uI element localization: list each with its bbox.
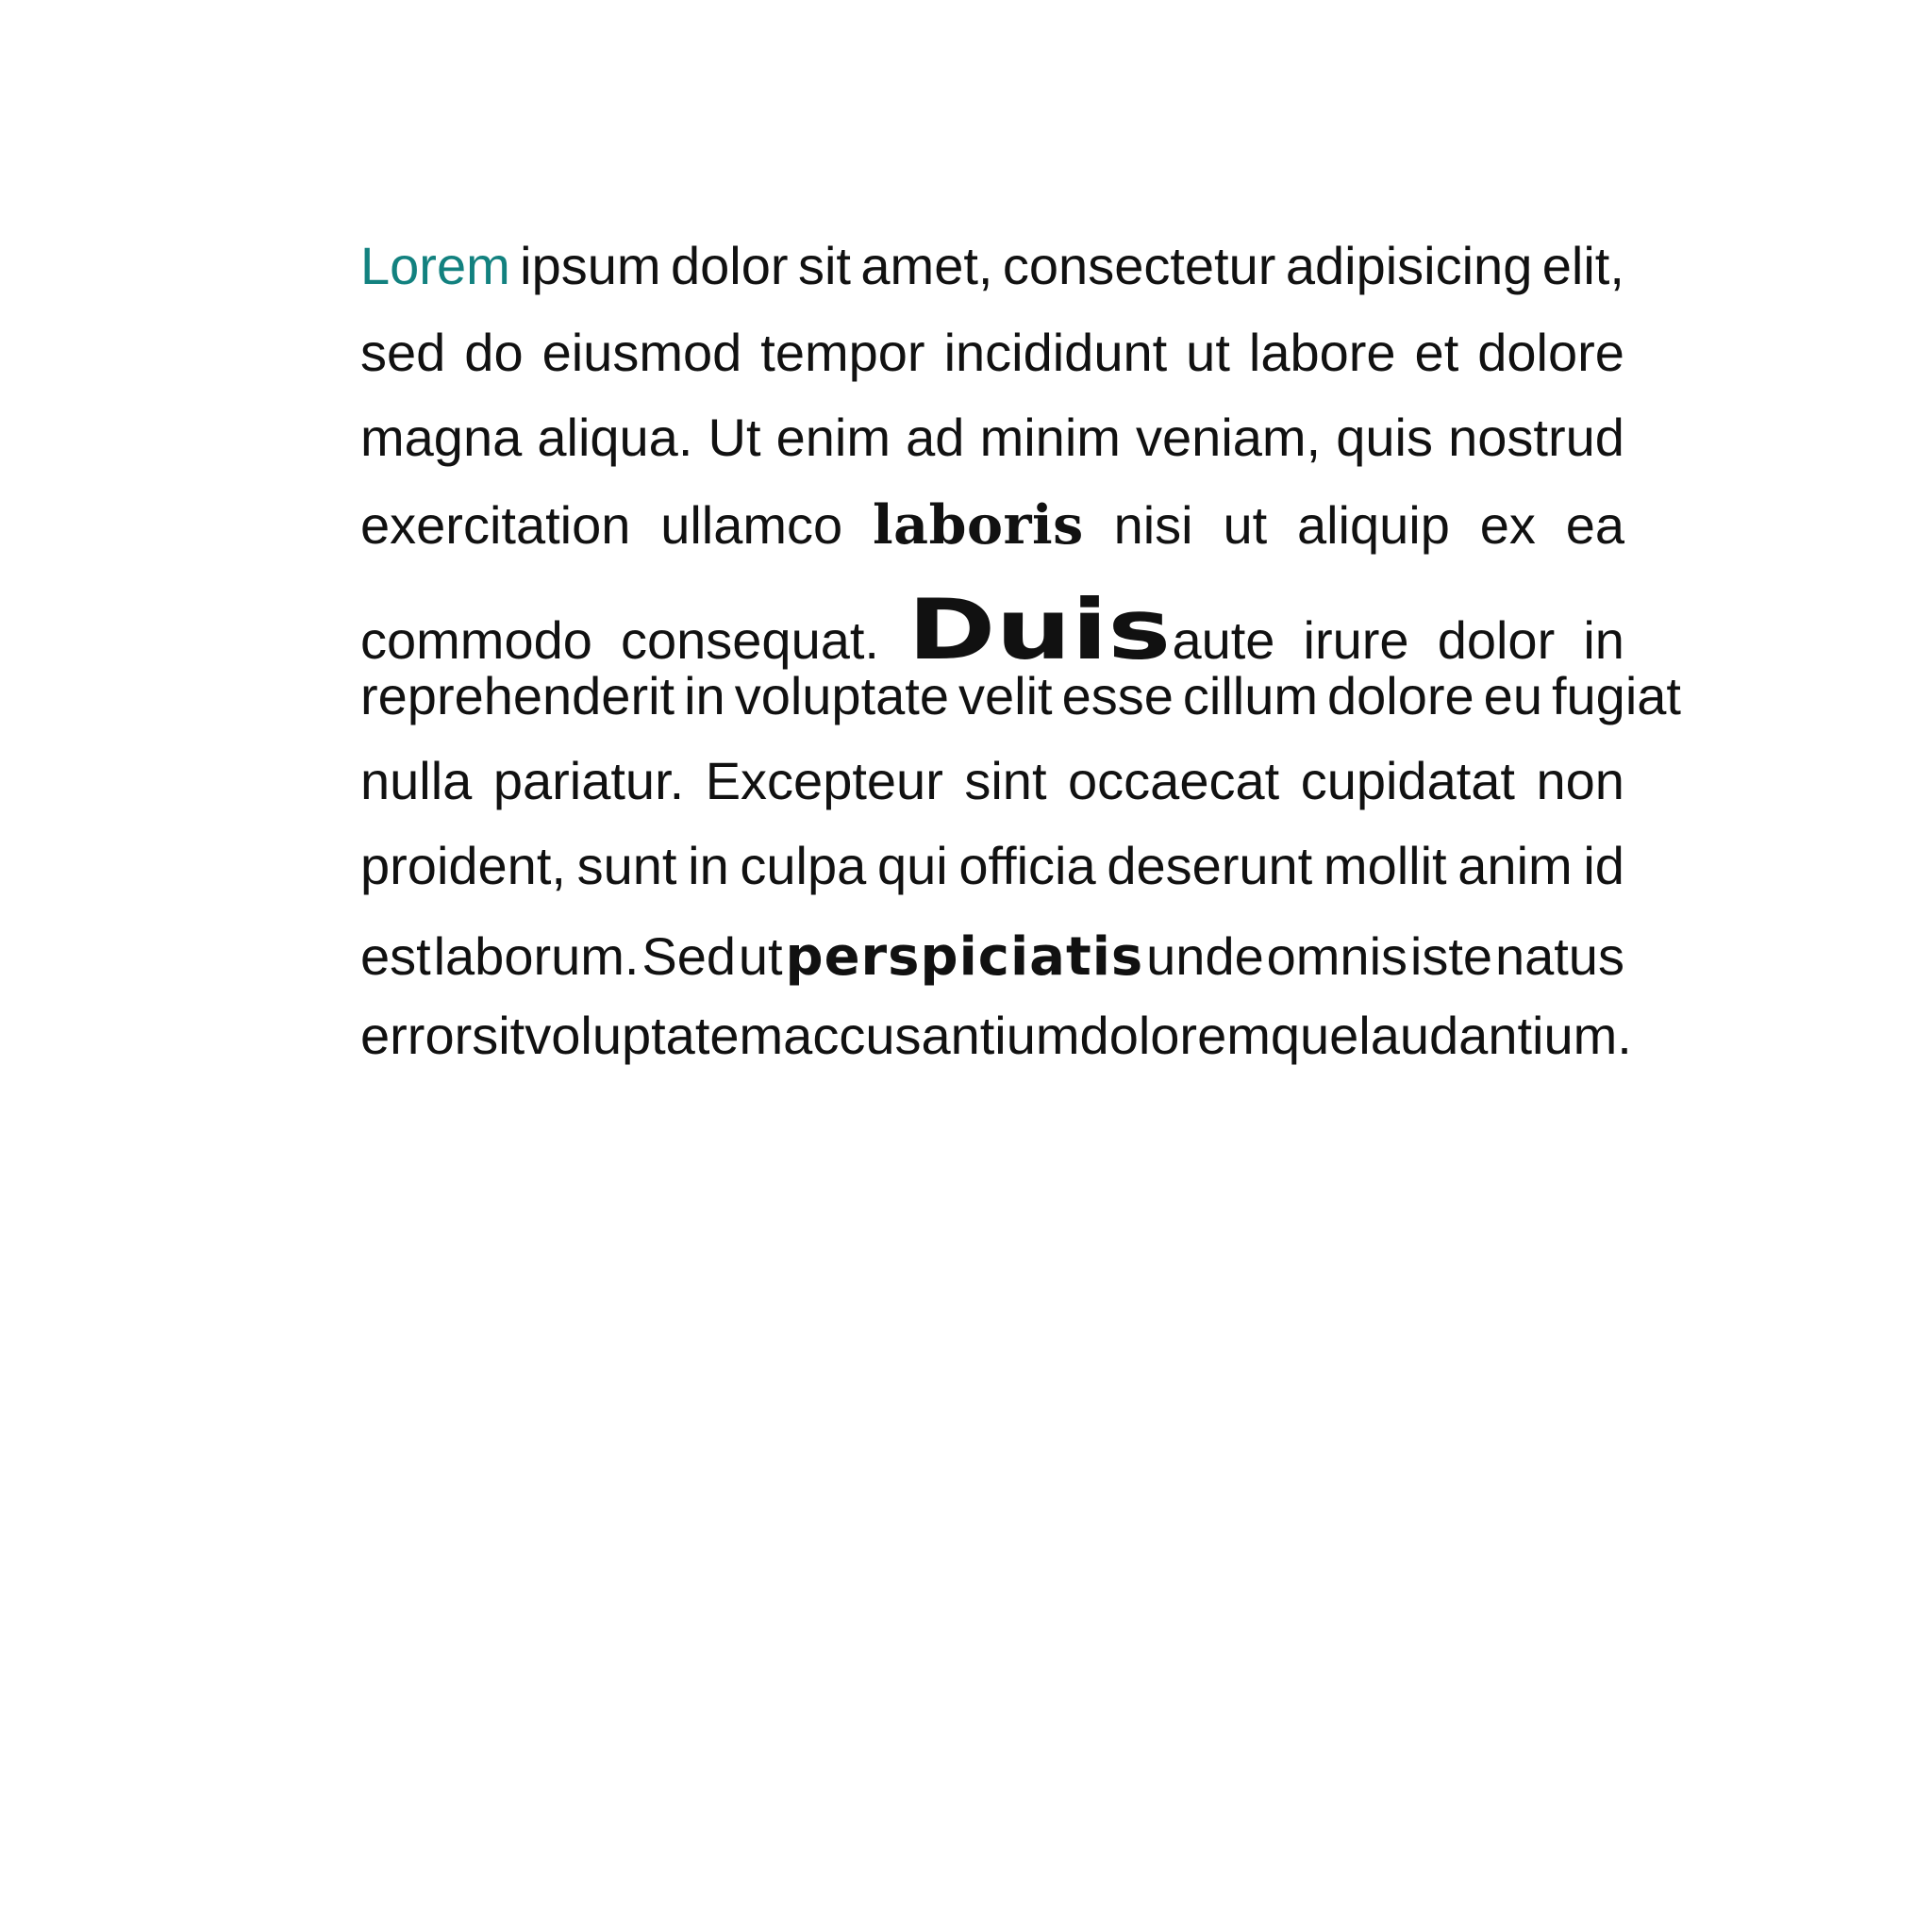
word: natus <box>1494 926 1624 986</box>
text-line <box>360 323 1624 408</box>
word: aliqua. <box>537 408 693 467</box>
word: sit <box>797 236 851 295</box>
word: enim <box>775 408 891 467</box>
text-line <box>360 581 1624 678</box>
emphasized-word: Lorem <box>360 236 510 295</box>
word: in <box>688 836 729 895</box>
word: incididunt <box>943 323 1168 382</box>
word: id <box>1583 836 1624 895</box>
word: officia <box>958 836 1096 895</box>
text-line <box>360 751 1624 836</box>
word: Sed <box>641 926 736 986</box>
word: eiusmod <box>541 323 742 382</box>
word: veniam, <box>1136 408 1322 467</box>
word: tempor <box>760 323 925 382</box>
word: elit, <box>1541 236 1624 295</box>
word: ad <box>906 408 965 467</box>
word: dolor <box>1437 610 1556 670</box>
word: cupidatat <box>1300 751 1515 810</box>
text-line <box>360 836 1624 921</box>
word: aliquip <box>1296 495 1450 555</box>
word: fugiat <box>1551 666 1681 725</box>
word: qui <box>876 836 948 895</box>
word: adipisicing <box>1285 236 1533 295</box>
word: nostrud <box>1448 408 1624 467</box>
text-line <box>360 493 1624 579</box>
word: irure <box>1303 610 1409 670</box>
word: ut <box>738 926 783 986</box>
word: omnis <box>1266 926 1408 986</box>
word: doloremque <box>1079 1006 1359 1065</box>
word: dolore <box>1327 666 1474 725</box>
word: magna <box>360 408 523 467</box>
emphasized-word: laboris <box>873 493 1084 557</box>
word: amet, <box>860 236 993 295</box>
word: nulla <box>360 751 473 810</box>
word: pariatur. <box>492 751 685 810</box>
text-line <box>360 1006 1632 1091</box>
word: dolor <box>671 236 789 295</box>
word: commodo <box>360 610 592 670</box>
word: est <box>360 926 431 986</box>
word: minim <box>979 408 1121 467</box>
word: non <box>1536 751 1624 810</box>
emphasized-word: Duis <box>908 581 1172 678</box>
text-line <box>360 666 1681 751</box>
word: consectetur <box>1002 236 1276 295</box>
word: ut <box>1186 323 1230 382</box>
word: in <box>1583 610 1624 670</box>
word: culpa <box>740 836 867 895</box>
word: reprehenderit <box>360 666 675 725</box>
word: exercitation <box>360 495 631 555</box>
word: proident, <box>360 836 566 895</box>
word: laborum. <box>433 926 640 986</box>
word: iste <box>1409 926 1493 986</box>
word: et <box>1414 323 1459 382</box>
word: in <box>684 666 725 725</box>
word: anim <box>1457 836 1573 895</box>
word: consequat. <box>620 610 879 670</box>
word: quis <box>1336 408 1433 467</box>
word: deserunt <box>1107 836 1313 895</box>
word: Ut <box>708 408 761 467</box>
word: sed <box>360 323 446 382</box>
word: ullamco <box>660 495 843 555</box>
word: sunt <box>576 836 677 895</box>
word: sint <box>964 751 1047 810</box>
word: velit <box>958 666 1053 725</box>
word: ipsum <box>520 236 661 295</box>
word: cillum <box>1182 666 1318 725</box>
text-line <box>360 926 1624 1011</box>
word: occaecat <box>1068 751 1280 810</box>
word: voluptatem <box>525 1006 784 1065</box>
word: eu <box>1483 666 1542 725</box>
word: laudantium. <box>1358 1006 1632 1065</box>
word: ex <box>1479 495 1536 555</box>
word: error <box>360 1006 473 1065</box>
emphasized-word: perspiciatis <box>785 926 1144 988</box>
word: ut <box>1223 495 1268 555</box>
word: nisi <box>1113 495 1193 555</box>
word: dolore <box>1477 323 1624 382</box>
text-line <box>360 236 1624 321</box>
word: accusantium <box>783 1006 1080 1065</box>
word: do <box>464 323 524 382</box>
word: esse <box>1061 666 1174 725</box>
word: sit <box>472 1006 525 1065</box>
word: ea <box>1565 495 1624 555</box>
word: mollit <box>1323 836 1447 895</box>
word: aute <box>1172 610 1275 670</box>
word: unde <box>1146 926 1264 986</box>
word: Excepteur <box>705 751 943 810</box>
text-line <box>360 408 1624 492</box>
word: voluptate <box>734 666 949 725</box>
word: labore <box>1248 323 1396 382</box>
